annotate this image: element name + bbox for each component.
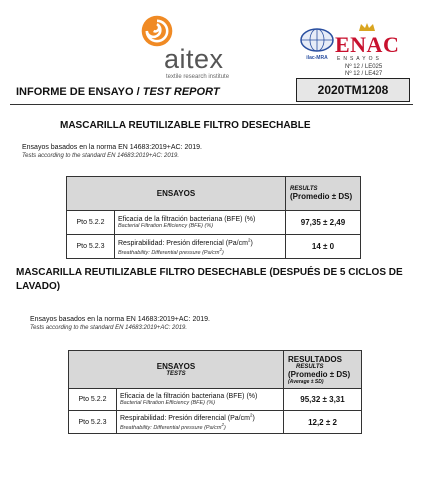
test-name-en: Bacterial Filtration Efficiency (BFE) (%): [120, 400, 216, 406]
aitex-wordmark: aitex: [164, 44, 224, 74]
pto-cell: Pto 5.2.3: [67, 235, 115, 259]
ilac-mra-logo: [300, 28, 334, 64]
enac-logo: [335, 20, 421, 75]
table-row: [67, 211, 361, 235]
aitex-tagline: textile research institute: [166, 74, 230, 80]
report-code: 2020TM1208: [296, 78, 410, 102]
enac-number-1: Nº 12 / LE025: [345, 64, 383, 70]
result-value: 95,32 ± 3,31: [284, 389, 362, 411]
globe-icon: [300, 28, 334, 52]
test-name-en: Breathability: Differential pressure $(Pa/cm^2)$: [118, 246, 224, 256]
crown-icon: [337, 22, 397, 32]
results-header: [286, 177, 361, 211]
result-value: 12,2 ± 2: [284, 411, 362, 434]
enac-number-2: Nº 12 / LE427: [345, 71, 383, 77]
section2-norm-en: Tests according to the standard EN 14683:2019+AC: 2019.: [30, 325, 188, 331]
table-header-row: [69, 351, 362, 389]
enac-subtitle: ENSAYOS: [337, 56, 382, 62]
test-name-es: Eficacia de la filtración bacteriana (BFE) (%): [120, 393, 258, 400]
table-row: [69, 411, 362, 434]
results-label: RESULTS: [296, 363, 324, 370]
report-title-es: INFORME DE ENSAYO /: [16, 86, 143, 98]
section1-norm-en: Tests according to the standard EN 14683:2019+AC: 2019.: [22, 153, 180, 159]
test-cell: [117, 411, 284, 434]
section1-results-table: [66, 176, 361, 259]
section2-results-table: [68, 350, 362, 434]
pto-cell: Pto 5.2.2: [67, 211, 115, 235]
test-cell: [117, 389, 284, 411]
test-name-es: Eficacia de la filtración bacteriana (BFE) (%): [118, 216, 256, 223]
pto-cell: Pto 5.2.3: [69, 411, 117, 434]
results-header: [284, 351, 362, 389]
table-row: [67, 235, 361, 259]
results-promedio-label: (Promedio ± DS): [290, 192, 353, 201]
results-average-label: (Average ± SD): [288, 378, 324, 385]
result-value: 97,35 ± 2,49: [286, 211, 361, 235]
test-cell: [115, 235, 286, 259]
test-cell: [115, 211, 286, 235]
section1-title: MASCARILLA REUTILIZABLE FILTRO DESECHABLE: [60, 120, 311, 131]
section2-title: MASCARILLA REUTILIZABLE FILTRO DESECHABLE (DESPUÉS DE 5 CICLOS DE LAVADO): [16, 267, 403, 292]
test-name-es: Respirabilidad: Presión diferencial $(Pa/cm^2)$: [120, 413, 255, 423]
section1-norm-es: Ensayos basados en la norma EN 14683:2019+AC: 2019.: [22, 144, 202, 151]
ensayos-label: ENSAYOS: [156, 362, 196, 371]
resultados-label: RESULTADOS: [288, 354, 342, 364]
divider: [10, 104, 413, 105]
report-title: [16, 86, 220, 98]
table-header-row: [67, 177, 361, 211]
results-label: RESULTS: [290, 186, 318, 192]
ilac-label: ilac-MRA: [306, 55, 328, 61]
report-title-en: TEST REPORT: [142, 86, 220, 98]
results-promedio-label: (Promedio ± DS): [288, 369, 351, 379]
enac-wordmark: ENAC: [335, 32, 400, 57]
section2-norm-es: Ensayos basados en la norma EN 14683:2019+AC: 2019.: [30, 316, 210, 323]
aitex-swirl-icon: [140, 14, 174, 48]
ensayos-header: ENSAYOS: [67, 177, 286, 211]
test-name-en: Breathability: Differential pressure $(Pa/cm^2)$: [120, 422, 226, 432]
test-name-es: Respirabilidad: Presión diferencial $(Pa/cm^2)$: [118, 237, 253, 247]
pto-cell: Pto 5.2.2: [69, 389, 117, 411]
test-name-en: Bacterial Filtration Efficiency (BFE) (%): [118, 223, 214, 229]
table-row: [69, 389, 362, 411]
aitex-logo: [132, 10, 262, 80]
tests-label: TESTS: [166, 371, 186, 377]
ensayos-header: [69, 351, 284, 389]
result-value: 14 ± 0: [286, 235, 361, 259]
